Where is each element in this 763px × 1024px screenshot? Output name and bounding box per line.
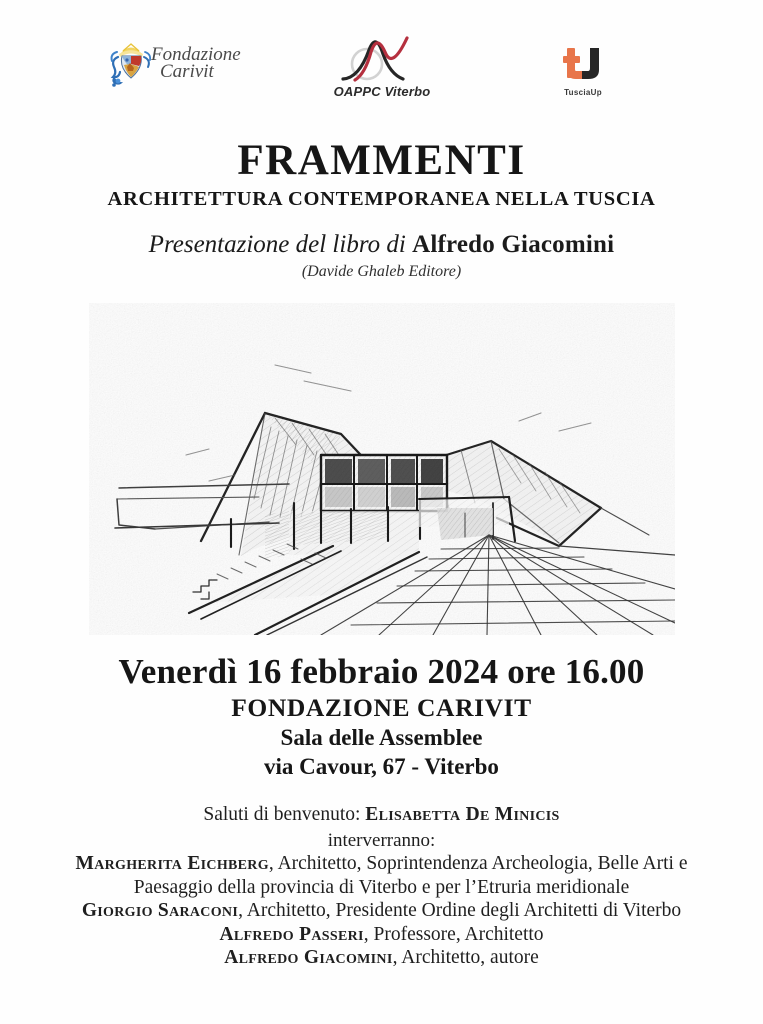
greeting-line bbox=[32, 803, 732, 827]
speaker-role: , Professore, Architetto bbox=[363, 923, 544, 945]
logo-row bbox=[0, 0, 763, 118]
event-info bbox=[119, 652, 645, 781]
event-venue: FONDAZIONE CARIVIT bbox=[231, 693, 532, 722]
speaker-row bbox=[32, 852, 732, 876]
sketch-svg bbox=[89, 303, 675, 635]
greeting-person: Elisabetta De Minicis bbox=[365, 804, 560, 825]
tusciaup-label: TusciaUp bbox=[564, 88, 602, 97]
carivit-crest-icon bbox=[108, 40, 154, 88]
speaker-name: Alfredo Giacomini bbox=[224, 947, 393, 968]
program-section bbox=[32, 803, 732, 970]
speaker-role-continued: Paesaggio della provincia di Viterbo e per l’Etruria meridionale bbox=[133, 876, 630, 898]
speaker-role: , Architetto, autore bbox=[392, 947, 539, 968]
carivit-word-line2: Carivit bbox=[160, 61, 214, 82]
poster-title: FRAMMENTI bbox=[237, 137, 526, 184]
tusciaup-monogram-icon bbox=[562, 44, 604, 84]
logo-tusciaup bbox=[562, 44, 604, 97]
presentation-prefix: Presentazione del libro di bbox=[148, 231, 413, 258]
architectural-sketch-image bbox=[89, 303, 675, 635]
event-address: via Cavour, 67 - Viterbo bbox=[264, 754, 499, 779]
speaker-role: , Architetto, Soprintendenza Archeologia, Belle Arti e bbox=[268, 853, 688, 874]
speaker-role: , Architetto, Presidente Ordine degli Architetti di Viterbo bbox=[238, 900, 682, 921]
carivit-word-line1: Fondazione bbox=[151, 44, 241, 65]
greeting-label: Saluti di benvenuto: bbox=[203, 804, 366, 825]
speaker-name: Alfredo Passeri bbox=[219, 923, 364, 945]
speaker-name: Margherita Eichberg bbox=[75, 853, 269, 874]
logo-fondazione-carivit bbox=[108, 40, 241, 88]
speaker-row bbox=[32, 923, 732, 947]
event-room: Sala delle Assemblee bbox=[280, 725, 483, 750]
poster-subtitle: ARCHITETTURA CONTEMPORANEA NELLA TUSCIA bbox=[107, 188, 656, 210]
oappc-label: OAPPC Viterbo bbox=[333, 84, 431, 99]
presentation-line bbox=[107, 231, 655, 259]
speaker-row bbox=[32, 946, 732, 970]
logo-oappc-viterbo bbox=[333, 34, 431, 99]
book-author: Alfredo Giacomini bbox=[412, 231, 615, 258]
title-block bbox=[107, 138, 655, 281]
publisher-line: (Davide Ghaleb Editore) bbox=[301, 263, 462, 280]
speaker-name: Giorgio Saraconi bbox=[81, 900, 239, 921]
speaker-row bbox=[32, 899, 732, 923]
intervening-label: interverranno: bbox=[327, 830, 436, 851]
carivit-wordmark bbox=[151, 46, 241, 82]
oappc-curve-icon bbox=[333, 34, 431, 82]
event-date: Venerdì 16 febbraio 2024 ore 16.00 bbox=[118, 652, 645, 691]
